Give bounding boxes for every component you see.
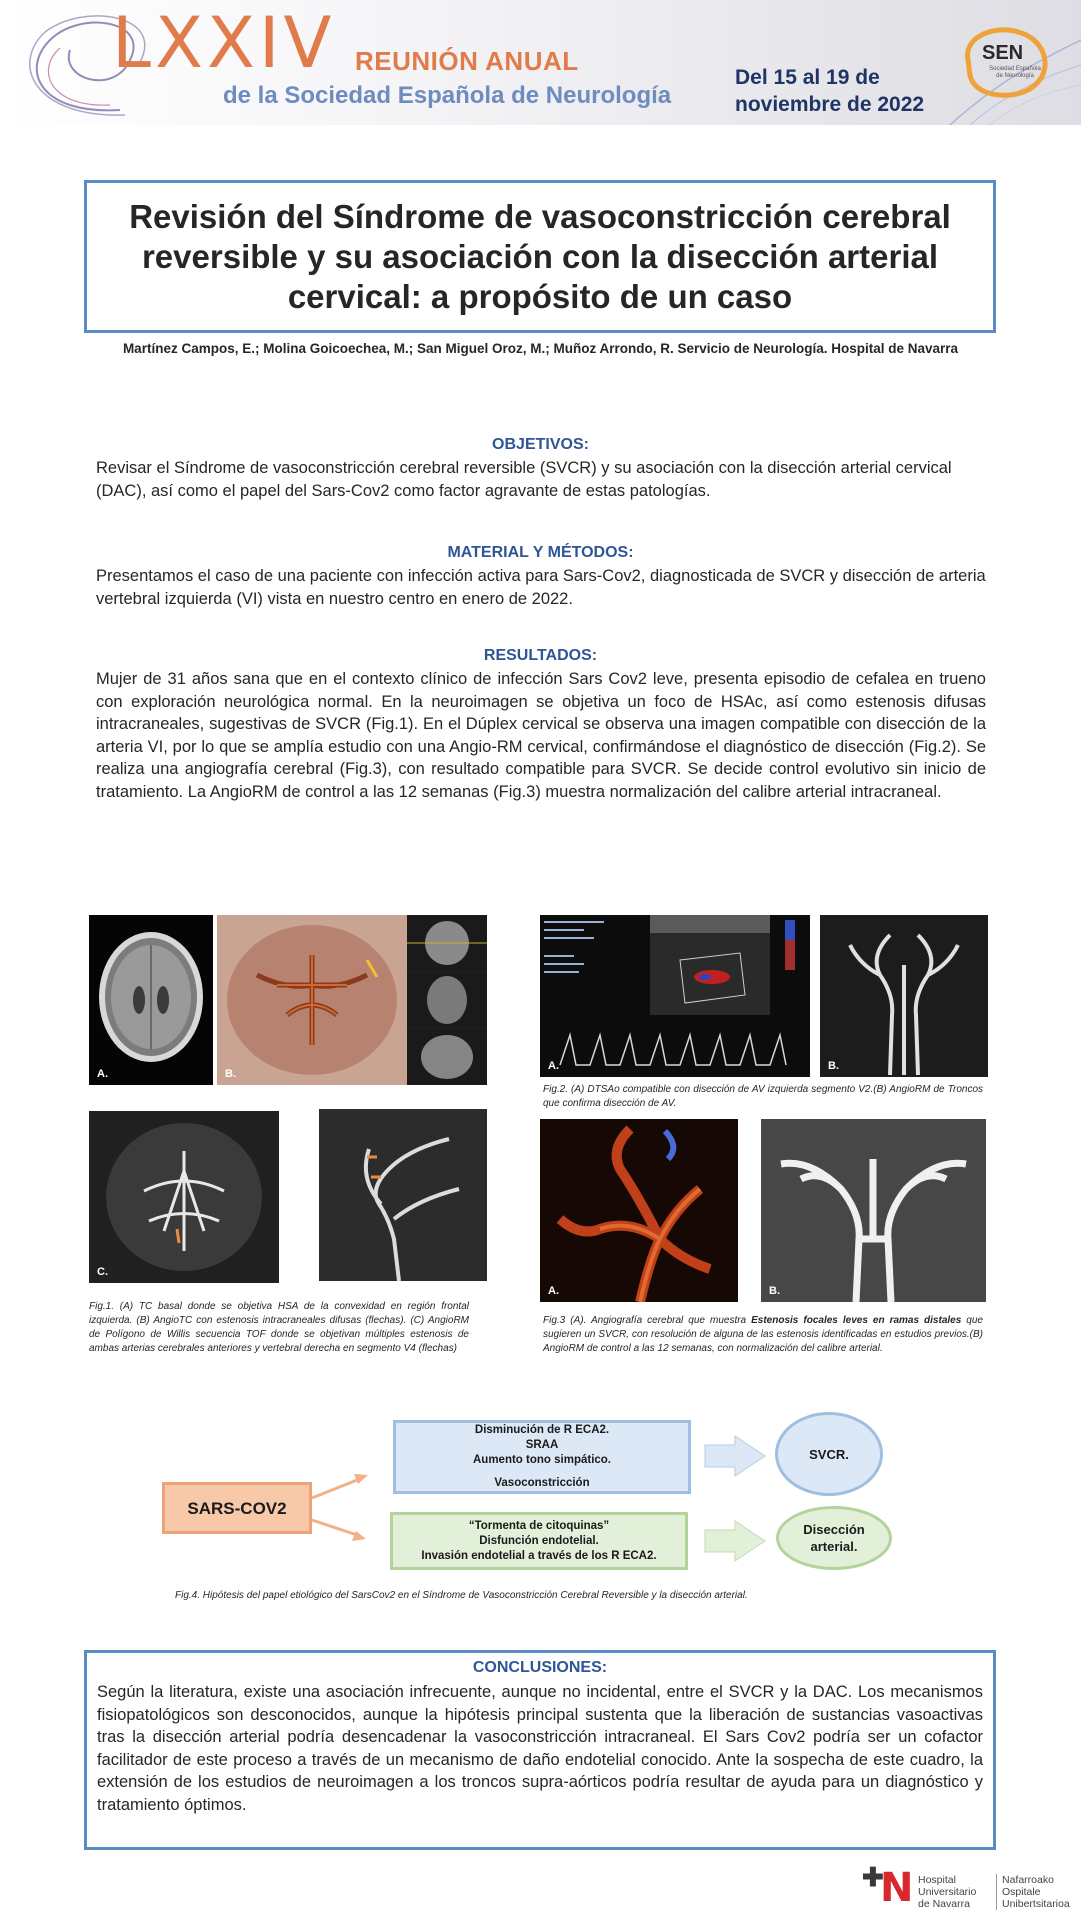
hospital-name-es xyxy=(918,1874,976,1910)
mechanism-line: SRAA xyxy=(525,1439,559,1451)
hospital-name-line: Nafarroako xyxy=(1002,1874,1054,1886)
mechanism-line: Disminución de R ECA2. xyxy=(474,1424,610,1436)
hospital-name-line: Ospitale xyxy=(1002,1886,1041,1898)
fig3-caption-start: Fig.3 (A). Angiografía cerebral que muestra xyxy=(543,1315,752,1326)
sen-logo-subtitle: Sociedad Española de Neurología xyxy=(989,66,1041,79)
fig1-label-c: C. xyxy=(97,1266,108,1278)
mechanism-line: “Tormenta de citoquinas” xyxy=(468,1519,610,1532)
dates-line-2: noviembre de 2022 xyxy=(735,93,925,116)
conclusions-heading: CONCLUSIONES: xyxy=(472,1659,608,1676)
fig3-label-b: B. xyxy=(769,1285,780,1297)
sars-cov2-box: SARS-COV2 xyxy=(162,1482,312,1534)
dissection-outcome-label: Disección arterial. xyxy=(803,1522,865,1554)
vasoconstriction-mechanisms-box xyxy=(393,1420,691,1494)
fig2-caption: Fig.2. (A) DTSAo compatible con disección de AV izquierda segmento V2.(B) AngioRM de Troncos que confirma disección de AV. xyxy=(543,1084,983,1109)
meeting-name: REUNIÓN ANUAL xyxy=(355,46,579,76)
hospital-name-line: Hospital xyxy=(918,1874,956,1886)
dates-line-1: Del 15 al 19 de xyxy=(735,66,880,89)
cross-icon: ✚ xyxy=(862,1862,884,1892)
resultados-heading: RESULTADOS: xyxy=(483,647,598,664)
authors-line: Martínez Campos, E.; Molina Goicoechea, M.; San Miguel Oroz, M.; Muñoz Arrondo, R. Servicio de Neurología. Hospital de Navarra xyxy=(122,341,959,356)
fig3-caption-bold: Estenosis focales leves en ramas distales xyxy=(751,1315,962,1326)
society-name: de la Sociedad Española de Neurología xyxy=(223,82,672,109)
fig4-caption: Fig.4. Hipótesis del papel etiológico del SarsCov2 en el Síndrome de Vasoconstricción Cerebral Reversible y la disección arterial. xyxy=(175,1590,748,1601)
objetivos-heading: OBJETIVOS: xyxy=(492,436,589,453)
svcr-outcome: SVCR. xyxy=(775,1412,883,1496)
conclusions-text: Según la literatura, existe una asociación infrecuente, aunque no incidental, entre el SVCR y la DAC. Los mecanismos fisiopatológicos son desconocidos, aunque la hipótesis principal sustenta que la liberación de sustancias vasoactivas tras la disección arterial podría desencadenar la vasoconstricción intracraneal. El Sars Cov2 podría ser un cofactor facilitador de este proceso a través de un mecanismo de daño endotelial conocido. Ante la sospecha de este cuadro, la extensión de los estudios de neuroimagen a los troncos supra-aórticos podría resultar de ayuda para un diagnóstico y tratamiento óptimos. xyxy=(97,1683,983,1814)
mechanism-line: Disfunción endotelial. xyxy=(479,1534,599,1547)
poster-title: Revisión del Síndrome de vasoconstricción cerebral reversible y su asociación con la disección arterial cervical: a propósito de un caso xyxy=(129,197,951,315)
hospital-name-line: Universitario xyxy=(918,1886,977,1898)
hospital-name-line: Unibertsitarioa xyxy=(1002,1898,1070,1910)
resultados-text: Mujer de 31 años sana que en el contexto clínico de infección Sars Cov2 leve, presenta episodio de cefalea en trueno con exploración neurológica normal. En la neuroimagen se objetiva un foco de HSAc, así como estenosis difusas intracraneales, sugestivas de SVCR (Fig.1). En el Dúplex cervical se observa una imagen compatible con disección de la arteria VI, por lo que se amplía estudio con una Angio-RM cervical, confirmándose el diagnóstico de disección (Fig.2). Se realiza una angiografía cerebral (Fig.3), con resultado compatible para SVCR. Se decide control evolutivo sin inicio de tratamiento. La AngioRM de control a las 12 semanas (Fig.3) muestra normalización del calibre arterial intracraneal. xyxy=(96,670,986,801)
fig1-label-a: A. xyxy=(97,1068,108,1080)
metodos-text: Presentamos el caso de una paciente con infección activa para Sars-Cov2, diagnosticada de SVCR y disección de arteria vertebral izquierda (VI) vista en nuestro centro en enero de 2022. xyxy=(96,567,986,608)
sen-logo-text: SEN xyxy=(982,42,1024,64)
endothelial-mechanisms-box xyxy=(390,1512,688,1570)
metodos-heading: MATERIAL Y MÉTODOS: xyxy=(447,544,634,561)
fig3-label-a: A. xyxy=(548,1285,559,1297)
fig1-label-b: B. xyxy=(225,1068,236,1080)
mechanism-line: Aumento tono simpático. xyxy=(473,1454,611,1466)
objetivos-text: Revisar el Síndrome de vasoconstricción cerebral reversible (SVCR) y su asociación con la disección arterial cervical (DAC), así como el papel del Sars-Cov2 como factor agravante de estas patologías. xyxy=(96,459,952,500)
hospital-name-line: de Navarra xyxy=(918,1898,970,1910)
edition-number: LXXIV xyxy=(112,2,336,84)
dissection-outcome xyxy=(776,1506,892,1570)
hospital-logo-mark: N xyxy=(880,1865,914,1911)
hospital-name-eu xyxy=(996,1874,1070,1910)
fig2-label-b: B. xyxy=(828,1060,839,1072)
conclusions-box xyxy=(84,1650,996,1850)
hospital-logo xyxy=(862,1864,1072,1914)
fig3-caption-end: que sugieren un SVCR, con resolución de alguna de las estenosis identificadas en estudios previos.(B) AngioRM de control a las 12 semanas, con normalización del calibre arterial. xyxy=(543,1315,983,1354)
mechanism-line: Vasoconstricción xyxy=(494,1477,590,1489)
mechanism-line: Invasión endotelial a través de los R ECA2. xyxy=(421,1549,657,1562)
fig1-caption: Fig.1. (A) TC basal donde se objetiva HSA de la convexidad en región frontal izquierda. (B) AngioTC con estenosis intracraneales difusas (flechas). (C) AngioRM de Polígono de Willis secuencia TOF donde se objetivan múltiples estenosis de ambas arterias cerebrales anteriores y vertebral derecha en segmento V4 (flechas) xyxy=(89,1301,469,1354)
fig2-label-a: A. xyxy=(548,1060,559,1072)
